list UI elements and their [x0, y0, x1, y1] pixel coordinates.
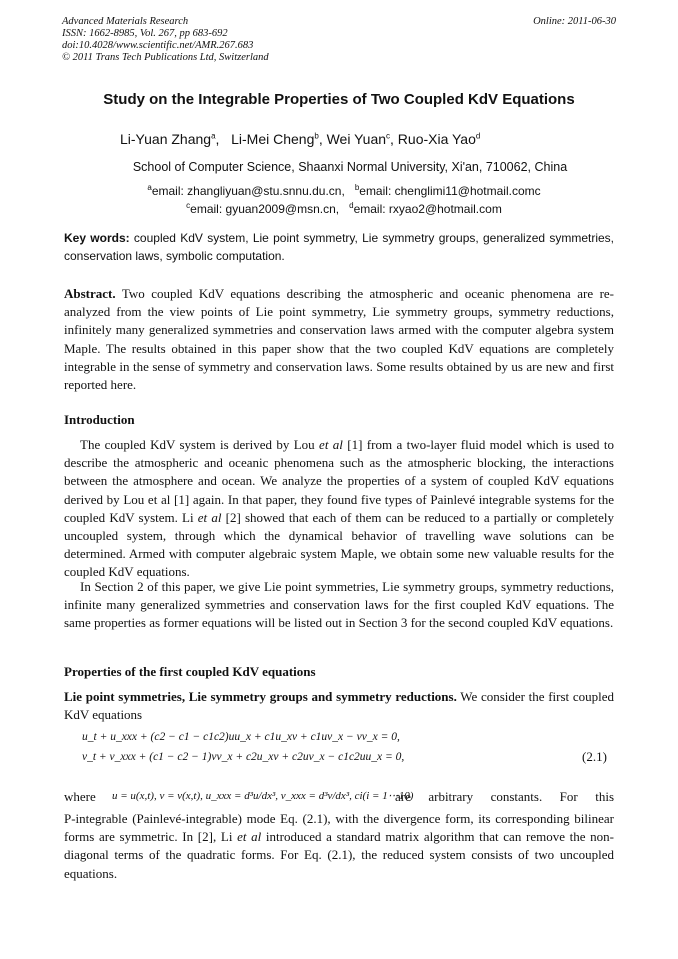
doi: doi:10.4028/www.scientific.net/AMR.267.683 — [62, 40, 254, 51]
journal-header — [62, 16, 362, 64]
equation-number: (2.1) — [582, 749, 607, 764]
email-b: email: chenglimi11@hotmail.comc — [359, 184, 541, 198]
subsection-paragraph: Lie point symmetries, Lie symmetry groups and symmetry reductions. We consider the first coupled KdV equations — [64, 689, 614, 723]
email-a: email: zhangliyuan@stu.snnu.du.cn, — [151, 184, 345, 198]
section-heading: Properties of the first coupled KdV equations — [64, 664, 316, 679]
keywords-label: Key words: — [64, 231, 130, 245]
author-2: Li-Mei Cheng$^b$ — [231, 131, 319, 147]
affiliation: School of Computer Science, Shaanxi Normal University, Xi'an, 710062, China — [132, 160, 568, 174]
journal-name: Advanced Materials Research — [62, 16, 189, 27]
paper-title: Study on the Integrable Properties of Two Coupled KdV Equations — [103, 91, 575, 108]
section2-paragraph: P-integrable (Painlevé-integrable) mode Eq. (2.1), with the divergence form, its corresponding bilinear forms are symmetric. In [2], Li et al introduced a standard matrix algorithm that can remove the non-diagonal terms of the quadratic forms. For Eq. (2.1), the reduced system consists of two uncoupled equations. — [64, 811, 615, 881]
author-3: Wei Yuan$^c$ — [326, 131, 391, 147]
equation-line-1: u_t + u_xxx + (c2 − c1 − c1c2)uu_x + c1u_xv + c1uv_x − vv_x = 0, — [82, 731, 400, 743]
where-label: where — [64, 789, 96, 804]
introduction-paragraph-2: In Section 2 of this paper, we give Lie point symmetries, Lie symmetry groups, symmetry reductions, infinite many generalized symmetries and conservation laws for the first coupled KdV equations. The same properties as former equations will be listed out in Section 3 for the second coupled KdV equations. — [64, 579, 614, 631]
equation-line-2: v_t + v_xxx + (c1 − c2 − 1)vv_x + c2u_xv + c2uv_x − c1c2uu_x = 0, — [82, 751, 405, 763]
introduction-heading: Introduction — [64, 412, 135, 427]
author-1: Li-Yuan Zhang$^a$ — [120, 131, 216, 147]
email-line-1: $^a$email: zhangliyuan@stu.snnu.du.cn, $^b$email: chenglimi11@hotmail.comc — [147, 183, 541, 198]
author-4: Ruo-Xia Yao$^d$ — [397, 131, 481, 147]
abstract — [64, 285, 614, 394]
where-rest: are arbitrary constants. For this — [395, 789, 614, 804]
keywords — [64, 229, 614, 265]
abstract-text: Two coupled KdV equations describing the atmospheric and oceanic phenomena are re-analyzed from the view points of Lie point symmetry, Lie symmetry groups, symmetry reductions, infinitely many generalized symmetries and conservation laws armed with the computer algebra system Maple. The results obtained in this paper show that the two coupled KdV equations are completely integrable in the sense of symmetry and conservation laws. Some results obtained by us are new and first reported here. — [64, 286, 615, 393]
abstract-label: Abstract. — [64, 286, 116, 301]
email-line-2: $^c$email: gyuan2009@msn.cn, $^d$email: rxyao2@hotmail.com — [186, 201, 502, 216]
email-d: email: rxyao2@hotmail.com — [353, 202, 502, 216]
author-list: Li-Yuan Zhang$^a$, Li-Mei Cheng$^b$, Wei Yuan$^c$, Ruo-Xia Yao$^d$ — [120, 131, 481, 147]
keywords-text: coupled KdV system, Lie point symmetry, Lie symmetry groups, generalized symmetries, conservation laws, symbolic computation. — [64, 231, 614, 263]
where-math: u = u(x,t), v = v(x,t), u_xxx = d³u/dx³, v_xxx = d³v/dx³, ci(i = 1⋯10) — [112, 790, 414, 802]
issn: ISSN: 1662-8985, Vol. 267, pp 683-692 — [62, 28, 228, 39]
email-c: email: gyuan2009@msn.cn, — [190, 202, 340, 216]
subsection-label: Lie point symmetries, Lie symmetry groups and symmetry reductions. — [64, 689, 457, 704]
introduction-paragraph-1: The coupled KdV system is derived by Lou et al [1] from a two-layer fluid model which is used to describe the atmospheric and oceanic phenomena such as the atmospheric blocking, the interactions between the atmosphere and ocean. We analyze the properties of a system of coupled KdV equations derived by Lou et al [1] again. In that paper, they found five types of Painlevé integrable systems for the coupled KdV system. Li et al [2] showed that each of them can be reduced to a partially or completely uncoupled system, through which the dynamical behavior of travelling wave solutions can be determined. Armed with computer algebraic system Maple, we obtain some new valuable results for the coupled KdV equations. — [64, 437, 615, 580]
online-date: Online: 2011-06-30 — [533, 16, 616, 27]
copyright: © 2011 Trans Tech Publications Ltd, Switzerland — [62, 52, 269, 63]
